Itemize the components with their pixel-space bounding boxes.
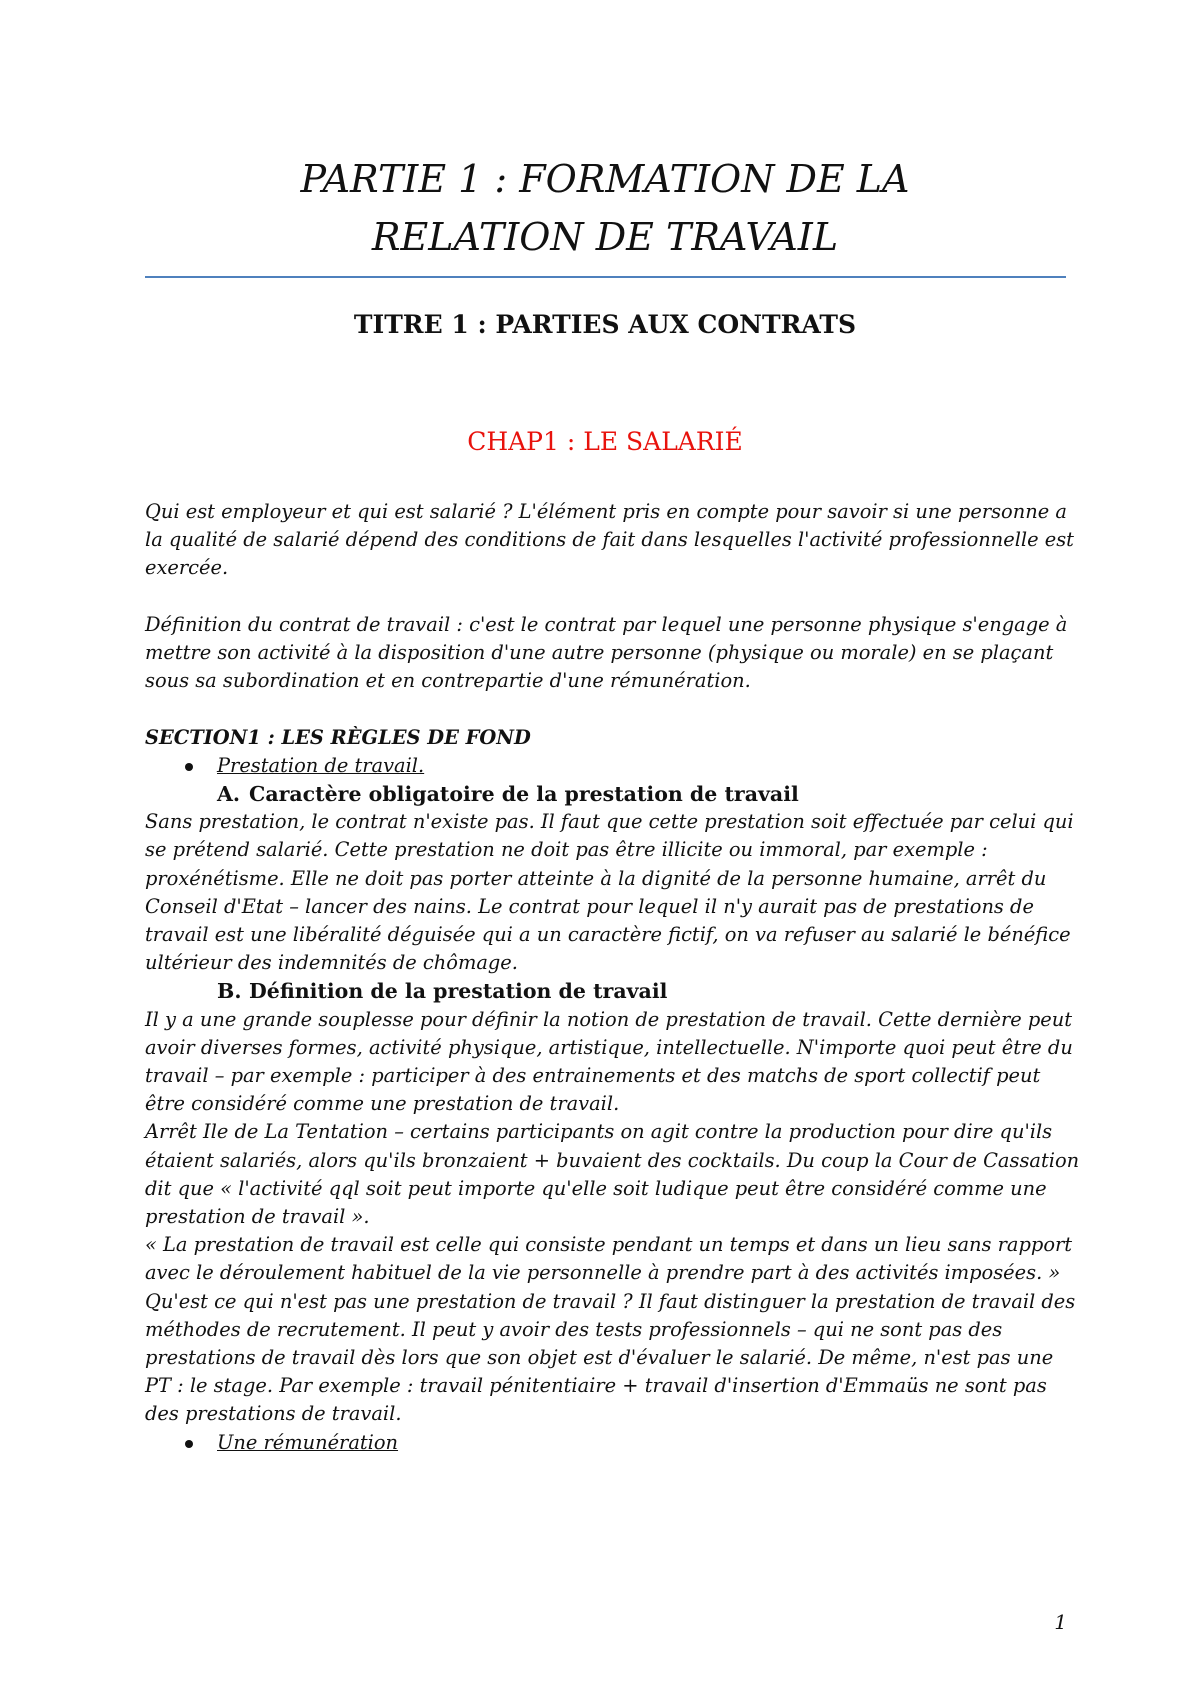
bullet-label: Une rémunération — [217, 1430, 399, 1454]
subheading-a-text: Caractère obligatoire de la prestation de travail — [249, 782, 799, 806]
definition-paragraph: Définition du contrat de travail : c'est le contrat par lequel une personne physique s'engage à mettre son activité à la disposition d'une autre personne (physique ou morale) en se plaçant sous sa subordination et en contrepartie d'une rémunération. — [145, 612, 1068, 693]
document-body — [145, 498, 1080, 1457]
subheading-a-letter: A. — [217, 782, 241, 806]
page-number: 1 — [1054, 1610, 1067, 1634]
subheading-a — [145, 780, 1080, 808]
titre-heading: TITRE 1 : PARTIES AUX CONTRATS — [353, 310, 857, 339]
chapter-heading: CHAP1 : LE SALARIÉ — [467, 427, 743, 456]
intro-paragraph: Qui est employeur et qui est salarié ? L'élément pris en compte pour savoir si une personne a la qualité de salarié dépend des conditions de fait dans lesquelles l'activité professionnelle est exercée. — [145, 500, 1074, 580]
document-title — [145, 150, 1065, 266]
bullet-item-prestation — [145, 752, 1080, 780]
title-divider — [145, 276, 1066, 278]
subheading-b-text: Définition de la prestation de travail — [249, 979, 668, 1004]
paragraph-b2: Arrêt Ile de La Tentation – certains participants on agit contre la production pour dire qu'ils étaient salariés, alors qu'ils bronzaient + buvaient des cocktails. Du coup la Cour de Cassation dit que « l'activité qql soit peut importe qu'elle soit ludique peut être considéré comme une prestation de travail ». — [145, 1120, 1080, 1229]
paragraph-b3: « La prestation de travail est celle qui consiste pendant un temps et dans un lieu sans rapport avec le déroulement habituel de la vie personnelle à prendre part à des activités imposées. » — [145, 1233, 1073, 1285]
title-line-1: PARTIE 1 : FORMATION DE LA — [300, 157, 910, 201]
subheading-b — [145, 977, 1080, 1005]
subheading-b-letter: B. — [217, 979, 242, 1004]
bullet-icon — [185, 763, 193, 771]
paragraph-a: Sans prestation, le contrat n'existe pas. Il faut que cette prestation soit effectuée par celui qui se prétend salarié. Cette prestation ne doit pas être illicite ou immoral, par exemple : proxénétisme. Elle ne doit pas porter atteinte à la dignité de la personne humaine, arrêt du Conseil d'Etat – lancer des nains. Le contrat pour lequel il n'y aurait pas de prestations de travail est une libéralité déguisée qui a un caractère fictif, on va refuser au salarié le bénéfice ultérieur des indemnités de chômage. — [145, 810, 1074, 975]
spacer — [145, 583, 1080, 611]
paragraph-b4: Qu'est ce qui n'est pas une prestation de travail ? Il faut distinguer la prestation de travail des méthodes de recrutement. Il peut y avoir des tests professionnels – qui ne sont pas des prestations de travail dès lors que son objet est d'évaluer le salarié. De même, n'est pas une PT : le stage. Par exemple : travail pénitentiaire + travail d'insertion d'Emmaüs ne sont pas des prestations de travail. — [145, 1289, 1076, 1426]
bullet-item-remuneration — [145, 1429, 1080, 1457]
spacer — [145, 695, 1080, 723]
bullet-icon — [185, 1440, 193, 1448]
section-heading: SECTION1 : LES RÈGLES DE FOND — [145, 725, 531, 749]
paragraph-b1: Il y a une grande souplesse pour définir la notion de prestation de travail. Cette dernière peut avoir diverses formes, activité physique, artistique, intellectuelle. N'importe quoi peut être du travail – par exemple : participer à des entrainements et des matchs de sport collectif peut être considéré comme une prestation de travail. — [145, 1007, 1073, 1116]
bullet-label: Prestation de travail. — [217, 753, 425, 777]
title-line-2: RELATION DE TRAVAIL — [371, 215, 839, 259]
